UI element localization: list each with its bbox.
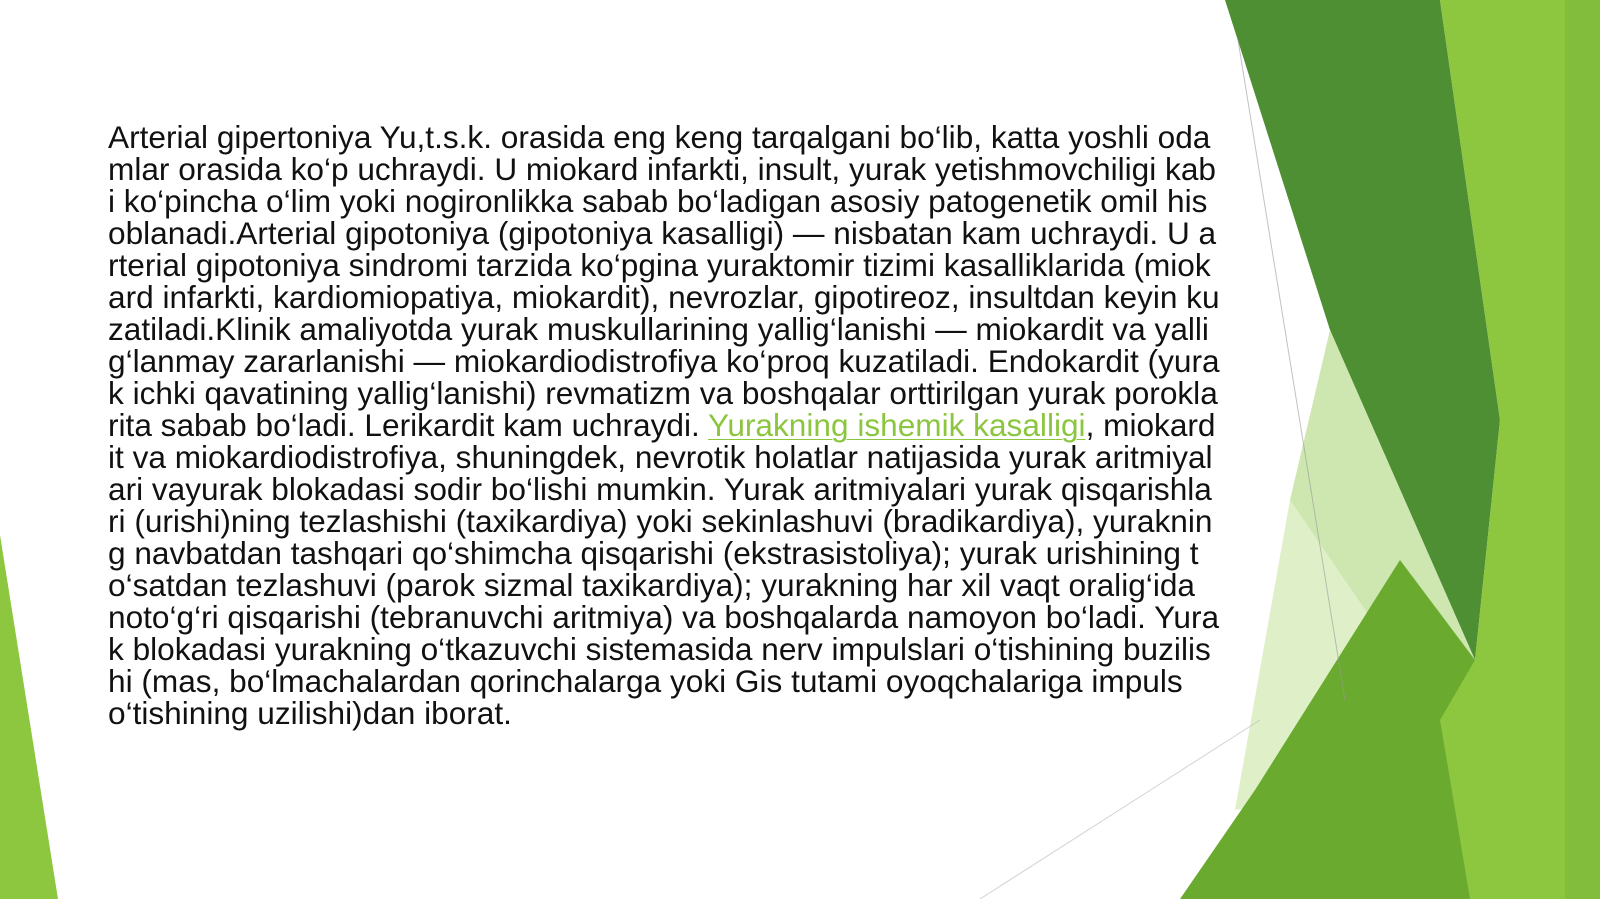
- body-paragraph: [108, 121, 1220, 729]
- left-green-facet: [0, 535, 58, 899]
- right-edge-strip: [1565, 0, 1600, 899]
- paragraph-text-before-link: Arterial gipertoniya Yu,t.s.k. orasida eng keng tarqalgani bo‘lib, katta yoshli odamlar orasida ko‘p uchraydi. U miokard infarkti, insult, yurak yetishmovchiligi kabi ko‘pincha o‘lim yoki nogironlikka sabab bo‘ladigan asosiy patogenetik omil hisoblanadi.Arterial gipotoniya (gipotoniya kasalligi) — nisbatan kam uchraydi. U arterial gipotoniya sindromi tarzida ko‘pgina yuraktomir tizimi kasalliklarida (miokard infarkti, kardiomiopatiya, miokardit), nevrozlar, gipotireoz, insultdan keyin kuzatiladi.Klinik amaliyotda yurak muskullarining yallig‘lanishi — miokardit va yallig‘lanmay zararlanishi — miokardiodistrofiya ko‘proq kuzatiladi. Endokardit (yurak ichki qavatining yallig‘lanishi) revmatizm va boshqalar orttirilgan yurak poroklarita sabab bo‘ladi. Lerikardit kam uchraydi.: [108, 119, 1220, 443]
- paragraph-text-after-link: , miokardit va miokardiodistrofiya, shuningdek, nevrotik holatlar natijasida yurak aritmiyalari vayurak blokadasi sodir bo‘lishi mumkin. Yurak aritmiyalari yurak qisqarishlari (urishi)ning tezlashishi (taxikardiya) yoki sekinlashuvi (bradikardiya), yurakning navbatdan tashqari qo‘shimcha qisqarishi (ekstrasistoliya); yurak urishining to‘satdan tezlashuvi (parok sizmal taxikardiya); yurakning har xil vaqt oralig‘ida noto‘g‘ri qisqarishi (tebranuvchi aritmiya) va boshqalarda namoyon bo‘ladi. Yurak blokadasi yurakning o‘tkazuvchi sistemasida nerv impulslari o‘tishining buzilishi (mas, bo‘lmachalardan qorinchalarga yoki Gis tutami oyoqchalariga impuls o‘tishining uzilishi)dan iborat.: [108, 407, 1220, 731]
- ischemic-disease-link[interactable]: Yurakning ishemik kasalligi: [708, 407, 1086, 443]
